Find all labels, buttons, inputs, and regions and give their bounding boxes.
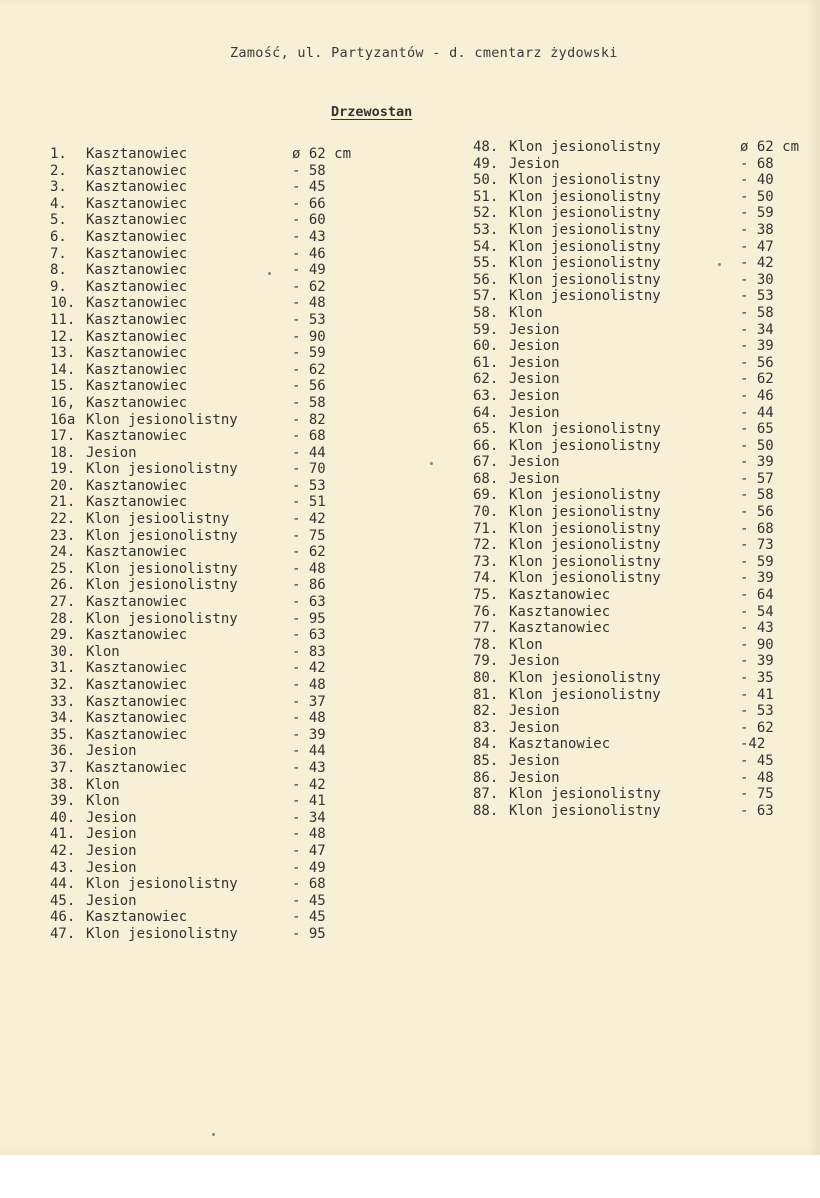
entry-number: 18. [50,444,76,461]
trunk-diameter: - 62 [740,371,774,388]
trunk-diameter: - 45 [292,892,326,909]
paper-speck [268,272,271,275]
tree-species: Klon jesionolistny [509,670,661,686]
tree-species: Kasztanowiec [86,228,188,245]
entry-number: 76. [473,603,499,620]
tree-species: Kasztanowiec [86,693,188,710]
entry-number: 3. [50,179,67,196]
tree-species: Kasztanowiec [86,245,188,262]
entry-number: 23. [50,527,76,544]
entry-number: 10. [50,295,76,312]
tree-species: Kasztanowiec [86,345,188,362]
trunk-diameter: - 63 [740,802,774,819]
trunk-diameter: - 60 [292,212,326,229]
entry-number: 83. [473,719,499,736]
entry-number: 61. [473,354,499,371]
tree-species: Klon jesionolistny [509,686,661,703]
trunk-diameter: - 41 [740,686,774,703]
document-header: Zamość, ul. Partyzantów - d. cmentarz żydowski [230,45,618,61]
entry-number: 6. [50,228,67,245]
entry-number: 21. [50,494,76,511]
entry-number: 32. [50,677,76,693]
trunk-diameter: - 48 [292,710,326,727]
entry-number: 43. [50,859,76,876]
entry-number: 2. [50,162,67,179]
entry-number: 4. [50,195,67,212]
tree-species: Klon jesionolistny [509,238,661,255]
tree-species: Klon jesionolistny [509,139,661,155]
entry-number: 12. [50,328,76,345]
trunk-diameter: - 42 [292,660,326,677]
trunk-diameter: - 57 [740,470,774,487]
trunk-diameter: - 68 [292,428,326,445]
tree-species: Klon jesionolistny [509,172,661,189]
entry-number: 22. [50,511,76,528]
entry-number: 63. [473,387,499,404]
entry-number: 68. [473,470,499,487]
trunk-diameter: - 63 [292,627,326,644]
trunk-diameter: - 49 [292,262,326,279]
tree-species: Kasztanowiec [509,620,611,637]
trunk-diameter: - 47 [292,842,326,859]
tree-species: Klon jesionolistny [86,411,238,428]
tree-species: Kasztanowiec [86,759,188,776]
tree-species: Kasztanowiec [86,278,188,295]
entry-number: 28. [50,610,76,627]
tree-species: Kasztanowiec [86,627,188,644]
entry-number: 1. [50,146,67,162]
trunk-diameter: - 59 [292,345,326,362]
trunk-diameter: - 44 [740,404,774,421]
tree-species: Klon jesionolistny [509,255,661,272]
tree-species: Klon [509,636,543,653]
tree-species: Jesion [509,338,560,355]
trunk-diameter: - 62 [292,278,326,295]
entry-number: 58. [473,304,499,321]
trunk-diameter: - 48 [292,677,326,693]
tree-species: Kasztanowiec [509,603,611,620]
trunk-diameter: - 46 [292,245,326,262]
trunk-diameter: - 39 [292,726,326,743]
entry-number: 78. [473,636,499,653]
entry-number: 29. [50,627,76,644]
tree-species: Klon jesionolistny [509,553,661,570]
trunk-diameter: - 48 [740,769,774,786]
tree-species: Kasztanowiec [86,594,188,611]
tree-species: Kasztanowiec [86,477,188,494]
trunk-diameter: - 50 [740,188,774,205]
trunk-diameter: - 83 [292,643,326,660]
entry-number: 55. [473,255,499,272]
trunk-diameter: - 43 [292,759,326,776]
tree-species: Kasztanowiec [86,726,188,743]
trunk-diameter: - 68 [740,155,774,172]
trunk-diameter: - 44 [292,743,326,760]
tree-species: Klon jesionolistny [509,188,661,205]
tree-species: Kasztanowiec [86,428,188,445]
tree-species: Klon jesionolistny [509,271,661,288]
tree-species: Kasztanowiec [86,212,188,229]
entry-number: 16a [50,411,76,428]
entry-number: 56. [473,271,499,288]
tree-species: Klon jesioolistny [86,511,230,528]
entry-number: 8. [50,262,67,279]
document-title: Drzewostan [331,104,413,120]
entry-number: 69. [473,487,499,504]
trunk-diameter: - 59 [740,205,774,222]
trunk-diameter: - 51 [292,494,326,511]
entry-number: 30. [50,643,76,660]
trunk-diameter: - 53 [740,288,774,305]
tree-species: Klon jesionolistny [86,560,238,577]
trunk-diameter: - 58 [292,394,326,411]
tree-species: Klon jesionolistny [509,786,661,803]
trunk-diameter: - 62 [292,544,326,561]
entry-number: 20. [50,477,76,494]
entry-number: 73. [473,553,499,570]
tree-species: Jesion [86,859,137,876]
entry-number: 54. [473,238,499,255]
trunk-diameter: - 90 [740,636,774,653]
trunk-diameter: - 35 [740,670,774,686]
tree-species: Kasztanowiec [86,195,188,212]
tree-species: Jesion [509,387,560,404]
trunk-diameter: - 65 [740,421,774,438]
entry-number: 60. [473,338,499,355]
tree-species: Kasztanowiec [86,677,188,693]
tree-species: Jesion [86,826,137,843]
entry-number: 27. [50,594,76,611]
tree-species: Klon jesionolistny [509,221,661,238]
entry-number: 59. [473,321,499,338]
trunk-diameter: - 48 [292,560,326,577]
trunk-diameter: - 34 [292,809,326,826]
trunk-diameter: - 53 [740,703,774,720]
trunk-diameter: - 44 [292,444,326,461]
entry-number: 86. [473,769,499,786]
trunk-diameter: - 66 [292,195,326,212]
trunk-diameter: - 63 [292,594,326,611]
tree-species: Jesion [509,354,560,371]
entry-number: 53. [473,221,499,238]
paper-speck [430,462,433,465]
entry-number: 44. [50,876,76,893]
entry-number: 67. [473,454,499,471]
entry-number: 62. [473,371,499,388]
tree-species: Klon jesionolistny [86,577,238,594]
tree-species: Kasztanowiec [86,328,188,345]
tree-species: Jesion [509,321,560,338]
entry-number: 74. [473,570,499,587]
entry-number: 81. [473,686,499,703]
tree-species: Klon [86,643,120,660]
tree-species: Jesion [509,769,560,786]
entry-number: 24. [50,544,76,561]
trunk-diameter: - 70 [292,461,326,478]
trunk-diameter: - 40 [740,172,774,189]
trunk-diameter: - 39 [740,570,774,587]
entry-number: 7. [50,245,67,262]
trunk-diameter: - 58 [740,487,774,504]
trunk-diameter: - 39 [740,653,774,670]
tree-species: Klon jesionolistny [509,421,661,438]
entry-number: 64. [473,404,499,421]
entry-number: 79. [473,653,499,670]
trunk-diameter: - 48 [292,295,326,312]
entry-number: 34. [50,710,76,727]
trunk-diameter: - 56 [740,504,774,521]
entry-number: 40. [50,809,76,826]
paper-speck [718,263,721,266]
entry-number: 41. [50,826,76,843]
entry-number: 70. [473,504,499,521]
entry-number: 36. [50,743,76,760]
entry-number: 38. [50,776,76,793]
tree-species: Jesion [509,470,560,487]
tree-species: Jesion [509,752,560,769]
entry-number: 33. [50,693,76,710]
trunk-diameter: - 62 [292,361,326,378]
trunk-diameter: - 34 [740,321,774,338]
trunk-diameter: - 42 [292,511,326,528]
entry-number: 9. [50,278,67,295]
tree-species: Jesion [509,703,560,720]
entry-number: 85. [473,752,499,769]
trunk-diameter: - 64 [740,587,774,604]
tree-species: Klon jesionolistny [509,520,661,537]
entry-number: 51. [473,188,499,205]
tree-species: Kasztanowiec [86,660,188,677]
tree-species: Kasztanowiec [86,710,188,727]
entry-number: 84. [473,736,499,753]
entry-number: 35. [50,726,76,743]
tree-species: Kasztanowiec [86,544,188,561]
tree-species: Kasztanowiec [509,736,611,753]
tree-species: Klon [86,776,120,793]
trunk-diameter: - 45 [740,752,774,769]
entry-number: 17. [50,428,76,445]
tree-species: Klon jesionolistny [86,610,238,627]
trunk-diameter: - 39 [740,338,774,355]
entry-number: 45. [50,892,76,909]
entry-number: 52. [473,205,499,222]
trunk-diameter: - 45 [292,909,326,926]
entry-number: 25. [50,560,76,577]
trunk-diameter: - 42 [740,255,774,272]
paper-speck [212,1133,215,1136]
entry-number: 80. [473,670,499,686]
trunk-diameter: - 53 [292,311,326,328]
tree-species: Jesion [86,892,137,909]
trunk-diameter: - 58 [740,304,774,321]
entry-number: 57. [473,288,499,305]
trunk-diameter: - 95 [292,610,326,627]
tree-species: Klon jesionolistny [509,487,661,504]
trunk-diameter: - 53 [292,477,326,494]
entry-number: 37. [50,759,76,776]
entry-number: 71. [473,520,499,537]
tree-species: Klon jesionolistny [86,925,238,942]
tree-species: Klon jesionolistny [509,570,661,587]
trunk-diameter: - 95 [292,925,326,942]
tree-species: Jesion [86,444,137,461]
tree-species: Kasztanowiec [86,361,188,378]
entry-number: 15. [50,378,76,395]
trunk-diameter: - 82 [292,411,326,428]
trunk-diameter: - 68 [292,876,326,893]
trunk-diameter: - 38 [740,221,774,238]
trunk-diameter: - 49 [292,859,326,876]
trunk-diameter: - 75 [292,527,326,544]
tree-species: Kasztanowiec [86,311,188,328]
trunk-diameter: - 56 [292,378,326,395]
tree-species: Jesion [86,842,137,859]
entry-number: 26. [50,577,76,594]
trunk-diameter: - 90 [292,328,326,345]
entry-number: 46. [50,909,76,926]
entry-number: 13. [50,345,76,362]
trunk-diameter: - 37 [292,693,326,710]
tree-species: Klon [86,793,120,810]
trunk-diameter: - 54 [740,603,774,620]
tree-species: Klon jesionolistny [509,537,661,554]
tree-species: Kasztanowiec [86,146,188,162]
trunk-diameter: - 48 [292,826,326,843]
entry-number: 49. [473,155,499,172]
tree-species: Jesion [509,653,560,670]
trunk-diameter: - 75 [740,786,774,803]
tree-species: Jesion [86,809,137,826]
trunk-diameter: - 86 [292,577,326,594]
tree-species: Jesion [509,155,560,172]
tree-species: Jesion [509,371,560,388]
entry-number: 14. [50,361,76,378]
tree-species: Kasztanowiec [86,378,188,395]
entry-number: 50. [473,172,499,189]
tree-species: Kasztanowiec [86,909,188,926]
entry-number: 48. [473,139,499,155]
entry-number: 72. [473,537,499,554]
tree-species: Klon jesionolistny [509,205,661,222]
entry-number: 75. [473,587,499,604]
trunk-diameter: - 41 [292,793,326,810]
entry-number: 66. [473,437,499,454]
tree-species: Klon [509,304,543,321]
tree-species: Kasztanowiec [86,394,188,411]
trunk-diameter: - 43 [740,620,774,637]
trunk-diameter: - 58 [292,162,326,179]
tree-species: Jesion [509,454,560,471]
entry-number: 87. [473,786,499,803]
tree-species: Klon jesionolistny [86,461,238,478]
trunk-diameter: - 56 [740,354,774,371]
trunk-diameter: - 42 [292,776,326,793]
tree-species: Jesion [86,743,137,760]
trunk-diameter: - 68 [740,520,774,537]
trunk-diameter: ø 62 cm [740,139,800,155]
tree-species: Klon jesionolistny [509,802,661,819]
tree-species: Klon jesionolistny [86,527,238,544]
trunk-diameter: - 59 [740,553,774,570]
tree-species: Klon jesionolistny [509,437,661,454]
entry-number: 19. [50,461,76,478]
trunk-diameter: - 43 [292,228,326,245]
entry-number: 11. [50,311,76,328]
tree-species: Kasztanowiec [86,295,188,312]
entry-number: 42. [50,842,76,859]
entry-number: 16, [50,394,76,411]
tree-species: Kasztanowiec [86,494,188,511]
entry-number: 39. [50,793,76,810]
trunk-diameter: - 73 [740,537,774,554]
tree-species: Jesion [509,719,560,736]
entry-number: 82. [473,703,499,720]
tree-species: Klon jesionolistny [509,504,661,521]
trunk-diameter: - 39 [740,454,774,471]
tree-species: Kasztanowiec [86,179,188,196]
trunk-diameter: -42 [740,736,766,753]
trunk-diameter: - 46 [740,387,774,404]
entry-number: 77. [473,620,499,637]
tree-species: Kasztanowiec [86,162,188,179]
tree-species: Klon jesionolistny [509,288,661,305]
entry-number: 5. [50,212,67,229]
trunk-diameter: - 47 [740,238,774,255]
trunk-diameter: ø 62 cm [292,146,352,162]
entry-number: 65. [473,421,499,438]
trunk-diameter: - 62 [740,719,774,736]
entry-number: 88. [473,802,499,819]
tree-species: Kasztanowiec [509,587,611,604]
tree-species: Klon jesionolistny [86,876,238,893]
tree-species: Jesion [509,404,560,421]
entry-number: 47. [50,925,76,942]
entry-number: 31. [50,660,76,677]
trunk-diameter: - 30 [740,271,774,288]
trunk-diameter: - 45 [292,179,326,196]
trunk-diameter: - 50 [740,437,774,454]
tree-species: Kasztanowiec [86,262,188,279]
